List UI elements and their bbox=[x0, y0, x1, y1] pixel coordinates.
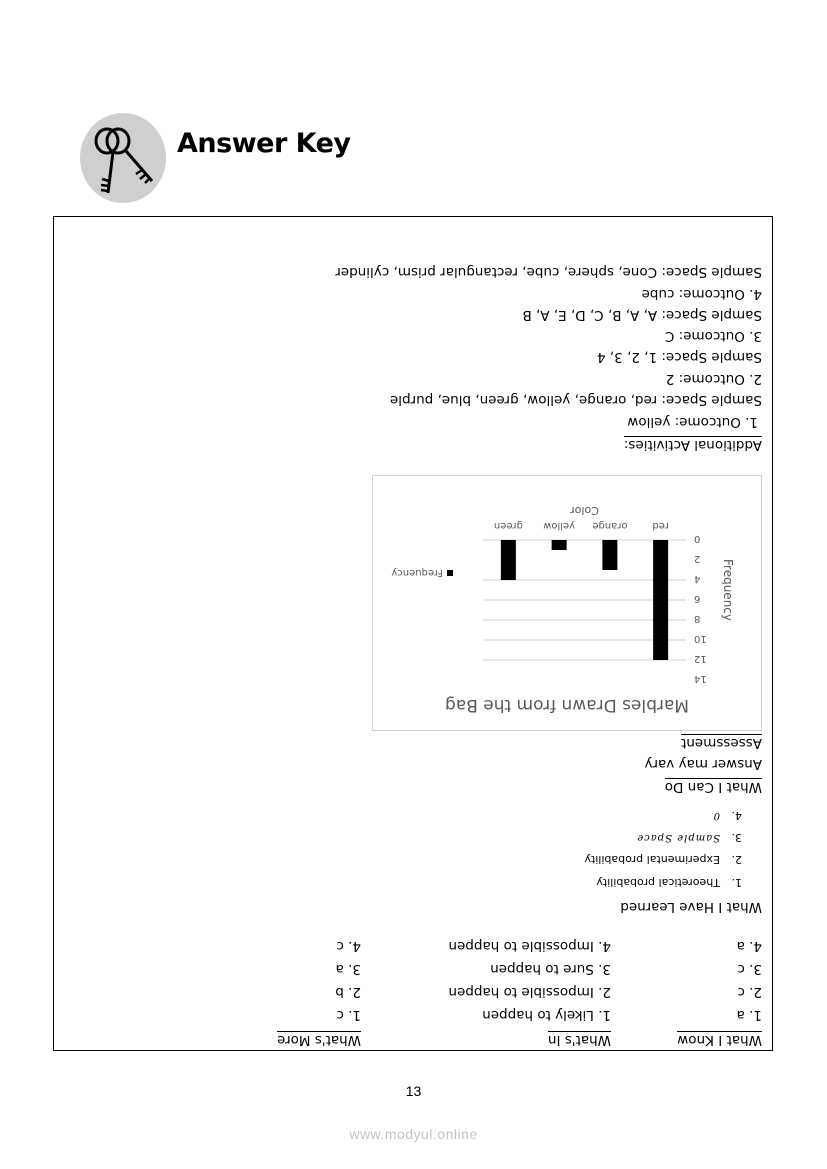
chart-title: Marbles Drawn from the Bag bbox=[444, 695, 690, 715]
whats-more-item: 2. b bbox=[335, 984, 361, 1000]
bar-chart bbox=[372, 475, 762, 731]
learned-item-number: 2. bbox=[731, 853, 742, 866]
learned-item-number: 4. bbox=[731, 809, 742, 822]
bar-yellow bbox=[552, 540, 567, 550]
what-i-know-item: 1. a bbox=[736, 1007, 762, 1023]
bar-green bbox=[501, 540, 516, 580]
what-i-know-item: 3. c bbox=[737, 961, 762, 977]
section-heading-additional-activities: Additional Activities: bbox=[623, 437, 762, 453]
page-title: Answer Key bbox=[177, 128, 351, 159]
y-tick-label: 10 bbox=[694, 633, 707, 644]
whats-more-item: 1. c bbox=[336, 1007, 361, 1023]
section-heading-what-i-have-learned: What I Have Learned bbox=[620, 899, 762, 915]
section-heading-whats-more: What's More bbox=[277, 1032, 361, 1048]
legend-swatch bbox=[447, 570, 453, 576]
x-tick-label: red bbox=[652, 520, 669, 531]
whats-in-item: 3. Sure to happen bbox=[490, 961, 611, 977]
whats-in-item: 1. Likely to happen bbox=[482, 1007, 611, 1023]
whats-more-item: 4. c bbox=[336, 938, 361, 954]
x-tick-label: yellow bbox=[543, 520, 576, 531]
section-heading-what-i-know: What I Know bbox=[677, 1032, 762, 1048]
activity-line: 4. Outcome: cube bbox=[641, 286, 762, 302]
learned-item-number: 1. bbox=[731, 876, 742, 889]
legend-label: Frequency bbox=[391, 567, 443, 578]
x-tick-label: green bbox=[493, 520, 523, 531]
y-tick-label: 12 bbox=[694, 653, 707, 664]
whats-more-item: 3. a bbox=[335, 961, 361, 977]
page-number: 13 bbox=[405, 1083, 422, 1099]
x-tick-label: orange bbox=[592, 520, 628, 531]
rotated-content bbox=[54, 217, 772, 1050]
x-axis-label: Color bbox=[570, 504, 599, 517]
what-i-know-item: 4. a bbox=[736, 938, 762, 954]
activity-line: 1. Outcome: yellow bbox=[627, 414, 758, 430]
watermark: www.modyul.online bbox=[349, 1126, 478, 1142]
y-tick-label: 4 bbox=[694, 573, 701, 584]
activity-line: 2. Outcome: 2 bbox=[665, 371, 762, 387]
bar-orange bbox=[602, 540, 617, 570]
learned-item-text: 0 bbox=[712, 810, 720, 821]
activity-line: Sample Space: 1, 2, 3, 4 bbox=[597, 349, 762, 365]
bar-red bbox=[653, 540, 668, 660]
activity-line: Sample Space: red, orange, yellow, green, blue, purple bbox=[389, 392, 762, 408]
chart-canvas bbox=[373, 476, 761, 730]
section-heading-assessment: Assessment bbox=[681, 735, 762, 751]
y-tick-label: 2 bbox=[694, 553, 701, 564]
activity-line: Sample Space: A, A, B, C, D, E, A, B bbox=[522, 307, 762, 323]
learned-item-number: 3. bbox=[731, 831, 742, 844]
y-tick-label: 8 bbox=[694, 613, 701, 624]
y-tick-label: 6 bbox=[694, 593, 701, 604]
section-heading-what-i-can-do: What I Can Do bbox=[664, 779, 762, 795]
activity-line: Sample Space: Cone, sphere, cube, rectangular prism, cylinder bbox=[335, 264, 762, 280]
learned-item-text: Experimental probability bbox=[584, 853, 720, 866]
what-i-know-item: 2. c bbox=[737, 984, 762, 1000]
keys-icon bbox=[80, 113, 166, 203]
y-axis-label: Frequency bbox=[721, 559, 735, 621]
what-i-can-do-text: Answer may vary bbox=[644, 756, 762, 772]
learned-item-text: Sample Space bbox=[636, 832, 720, 843]
activity-line: 3. Outcome: C bbox=[664, 328, 762, 344]
whats-in-item: 2. Impossible to happen bbox=[448, 984, 611, 1000]
section-heading-whats-in: What's In bbox=[547, 1032, 611, 1048]
whats-in-item: 4. Impossible to happen bbox=[448, 938, 611, 954]
y-tick-label: 14 bbox=[694, 673, 707, 684]
answer-key-box bbox=[53, 216, 773, 1051]
learned-item-text: Theoretical probability bbox=[596, 876, 720, 889]
y-tick-label: 0 bbox=[694, 533, 701, 544]
